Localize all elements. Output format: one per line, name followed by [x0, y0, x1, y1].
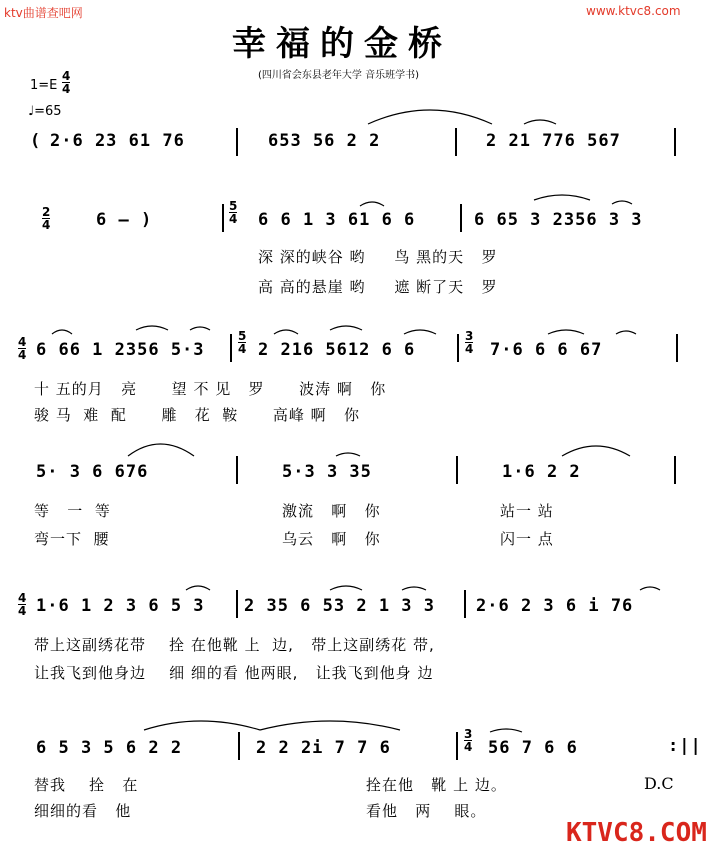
watermark-top-right: www.ktvc8.com	[586, 4, 681, 18]
key-signature: 1=E	[30, 78, 58, 93]
tempo-marking: ♩=65	[28, 104, 62, 119]
tie-arc	[562, 446, 630, 456]
row5-measure-b: 2 35 6 53 2 1 3 3	[244, 596, 435, 616]
measure-1: 2·6 23 61 76	[50, 131, 185, 151]
row6-lyrics2: 细细的看 他	[34, 802, 132, 820]
row6-measure-c: 56 7 6 6	[488, 738, 578, 758]
time-signature-3-4: 3 4	[465, 329, 474, 356]
measure-2: 653 56 2 2	[268, 131, 381, 151]
watermark-bottom: KTVC8.COM	[566, 818, 707, 848]
row5-lyrics1: 带上这副绣花带 拴 在他靴 上 边, 带上这副绣花 带,	[34, 636, 435, 654]
row1-notes: ( 2·6 23 61 76 653 56 2 2 2 21 776 567	[30, 131, 621, 151]
row4-measure-a: 5· 3 6 676	[36, 462, 149, 482]
slur-arc	[548, 330, 584, 334]
slur-arc	[128, 444, 194, 456]
watermark-top-left: ktv曲谱查吧网	[4, 6, 83, 20]
time-signature-4-4: 4 4	[18, 591, 27, 618]
row5-lyrics2: 让我飞到他身边 细 细的看 他两眼, 让我飞到他身 边	[34, 664, 434, 682]
tie-arc	[260, 721, 400, 730]
tie-arc	[144, 721, 260, 730]
row2-measure-b: 6 65 3 2356 3 3	[474, 210, 643, 230]
row6-lyrics2b: 看他 两 眼。	[366, 802, 487, 820]
time-signature-4-4: 4 4	[18, 335, 27, 362]
measure-3: 2 21 776 567	[486, 131, 621, 151]
slur-arc	[330, 326, 362, 330]
row3-measure-c: 7·6 6 6 67	[490, 340, 603, 360]
row4-lyrics1b: 激流 啊 你	[282, 502, 381, 520]
row3-lyrics1: 十 五的月 亮 望 不 见 罗 波涛 啊 你	[34, 380, 387, 398]
slur-arc	[490, 729, 522, 732]
row4-lyrics1c: 站一 站	[500, 502, 554, 520]
row4-lyrics2: 弯一下 腰	[34, 530, 110, 548]
row3-measure-a: 6 66 1 2356 5·3	[36, 340, 205, 360]
da-capo-marking: D.C	[644, 774, 674, 793]
slur-arc	[330, 586, 362, 590]
row2-lyrics2: 高 高的悬崖 哟 遮 断了天 罗	[258, 278, 498, 296]
slur-arc	[274, 330, 298, 334]
row3-measure-b: 2 216 5612 6 6	[258, 340, 416, 360]
row4-lyrics2b: 乌云 啊 你	[282, 530, 381, 548]
row6-measure-b: 2 2 2i 7 7 6	[256, 738, 391, 758]
row6-measure-a: 6 5 3 5 6 2 2	[36, 738, 183, 758]
row2-lyrics1: 深 深的峡谷 哟 鸟 黑的天 罗	[258, 248, 498, 266]
row4-lyrics1: 等 一 等	[34, 502, 111, 520]
slur-arc	[190, 327, 210, 330]
row2-measure-a: 6 6 1 3 61 6 6	[258, 210, 416, 230]
tie-arc	[368, 110, 492, 124]
slur-arc	[524, 120, 556, 124]
row6-lyrics1: 替我 拴 在	[34, 776, 139, 794]
row6-lyrics1b: 拴在他 靴 上 边。	[366, 776, 507, 794]
slur-arc	[534, 195, 590, 200]
slur-arc	[336, 453, 360, 456]
page-title: 幸福的金桥	[232, 24, 452, 64]
row3-lyrics2: 骏 马 难 配 雕 花 鞍 高峰 啊 你	[34, 406, 360, 424]
time-signature-5-4: 5 4	[229, 199, 238, 226]
slur-arc	[402, 587, 426, 590]
slur-arc	[640, 587, 660, 590]
row4-lyrics2c: 闪一 点	[500, 530, 554, 548]
time-signature-3-4: 3 4	[464, 727, 473, 754]
row4-measure-b: 5·3 3 35	[282, 462, 372, 482]
repeat-end-barline: :||	[668, 736, 702, 756]
source-note: (四川省会东县老年大学 音乐班学书)	[258, 70, 419, 81]
row4-measure-c: 1·6 2 2	[502, 462, 581, 482]
time-signature: 4 4	[62, 69, 71, 96]
slur-arc	[360, 202, 384, 206]
row5-measure-c: 2·6 2 3 6 i 76	[476, 596, 634, 616]
slur-arc	[612, 201, 632, 204]
slur-arc	[404, 330, 436, 334]
time-signature-5-4: 5 4	[238, 329, 247, 356]
slur-arc	[52, 330, 72, 334]
row2-notes: 6 – )	[96, 210, 153, 230]
slur-arc	[186, 586, 210, 590]
slur-arc	[136, 326, 168, 330]
slur-arc	[616, 331, 636, 334]
time-signature-2-4: 2 4	[42, 205, 51, 232]
row5-measure-a: 1·6 1 2 3 6 5 3	[36, 596, 205, 616]
